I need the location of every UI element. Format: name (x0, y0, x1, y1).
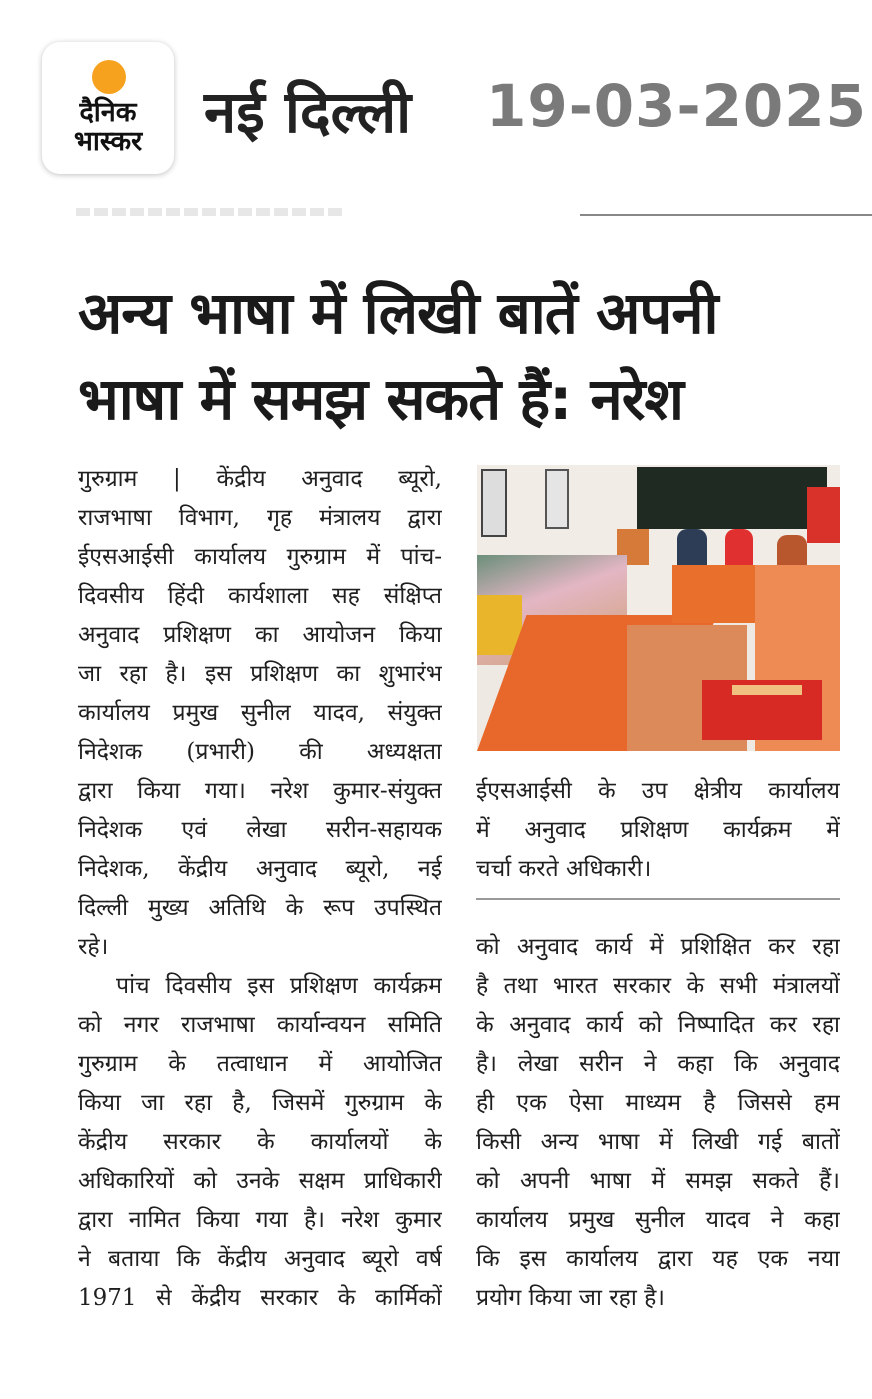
article-text-line: अधिकारियों को उनके सक्षम प्राधिकारी (78, 1168, 442, 1194)
article-left-column (78, 460, 442, 1318)
article-text-line: गुरुग्राम | केंद्रीय अनुवाद ब्यूरो, (78, 466, 442, 492)
logo-line-2: भास्कर (73, 126, 143, 157)
article-text-line: जा रहा है। इस प्रशिक्षण का शुभारंभ (78, 661, 442, 687)
article-text-line: दिवसीय हिंदी कार्यशाला सह संक्षिप्त (78, 583, 442, 609)
article-text-line: राजभाषा विभाग, गृह मंत्रालय द्वारा (78, 505, 442, 531)
caption-line: ईएसआईसी के उप क्षेत्रीय कार्यालय (476, 778, 840, 804)
logo-line-1: दैनिक (79, 97, 137, 128)
edition-date: 19-03-2025 (486, 72, 867, 140)
article-text-line: केंद्रीय सरकार के कार्यालयों के (78, 1129, 442, 1155)
article-text-line: कार्यालय प्रमुख सुनील यादव, संयुक्त (78, 700, 442, 726)
logo-wordmark (42, 98, 174, 156)
article-text-line: दिल्ली मुख्य अतिथि के रूप उपस्थित (78, 895, 442, 921)
sun-icon (92, 60, 126, 94)
article-text-line: निदेशक, केंद्रीय अनुवाद ब्यूरो, नई (78, 856, 442, 882)
article-text-line: रहे। (78, 934, 109, 960)
article-text-line: कि इस कार्यालय द्वारा यह एक नया (476, 1246, 840, 1272)
edition-city: नई दिल्ली (204, 78, 412, 146)
dainik-bhaskar-logo (42, 42, 174, 174)
headline-line-2: भाषा में समझ सकते हैं: नरेश (78, 365, 683, 433)
article-text-line: है। लेखा सरीन ने कहा कि अनुवाद (476, 1051, 840, 1077)
article-text-line: कार्यालय प्रमुख सुनील यादव ने कहा (476, 1207, 840, 1233)
caption-divider (476, 898, 840, 900)
article-text-line: अनुवाद प्रशिक्षण का आयोजन किया (78, 622, 442, 648)
article-text-line: पांच दिवसीय इस प्रशिक्षण कार्यक्रम (116, 973, 442, 999)
divider (580, 214, 872, 216)
headline-line-1: अन्य भाषा में लिखी बातें अपनी (78, 279, 718, 347)
article-text-line: को अनुवाद कार्य में प्रशिक्षित कर रहा (476, 934, 840, 960)
article-text-line: को अपनी भाषा में समझ सकते हैं। (476, 1168, 840, 1194)
article-text-line: 1971 से केंद्रीय सरकार के कार्मिकों (78, 1285, 442, 1311)
article-text-line: निदेशक एवं लेखा सरीन-सहायक (78, 817, 442, 843)
article-text-line: को नगर राजभाषा कार्यान्वयन समिति (78, 1012, 442, 1038)
article-text-line: द्वारा किया गया। नरेश कुमार-संयुक्त (78, 778, 442, 804)
article-right-column (476, 928, 840, 1318)
article-photo (477, 465, 840, 751)
article-text-line: किसी अन्य भाषा में लिखी गई बातों (476, 1129, 840, 1155)
article-text-line: गुरुग्राम के तत्वाधान में आयोजित (78, 1051, 442, 1077)
article-text-line: ने बताया कि केंद्रीय अनुवाद ब्यूरो वर्ष (78, 1246, 442, 1272)
article-text-line: प्रयोग किया जा रहा है। (476, 1285, 666, 1311)
article-text-line: किया जा रहा है, जिसमें गुरुग्राम के (78, 1090, 442, 1116)
faded-text-strip (76, 208, 346, 216)
caption-line: चर्चा करते अधिकारी। (476, 856, 652, 882)
article-text-line: ईएसआईसी कार्यालय गुरुग्राम में पांच- (78, 544, 442, 570)
headline (78, 270, 818, 442)
caption-line: में अनुवाद प्रशिक्षण कार्यक्रम में (476, 817, 840, 843)
article-text-line: ही एक ऐसा माध्यम है जिससे हम (476, 1090, 840, 1116)
article-text-line: है तथा भारत सरकार के सभी मंत्रालयों (476, 973, 840, 999)
article-text-line: निदेशक (प्रभारी) की अध्यक्षता (78, 739, 442, 765)
photo-caption (476, 772, 840, 889)
article-text-line: द्वारा नामित किया गया है। नरेश कुमार (78, 1207, 442, 1233)
article-text-line: के अनुवाद कार्य को निष्पादित कर रहा (476, 1012, 840, 1038)
